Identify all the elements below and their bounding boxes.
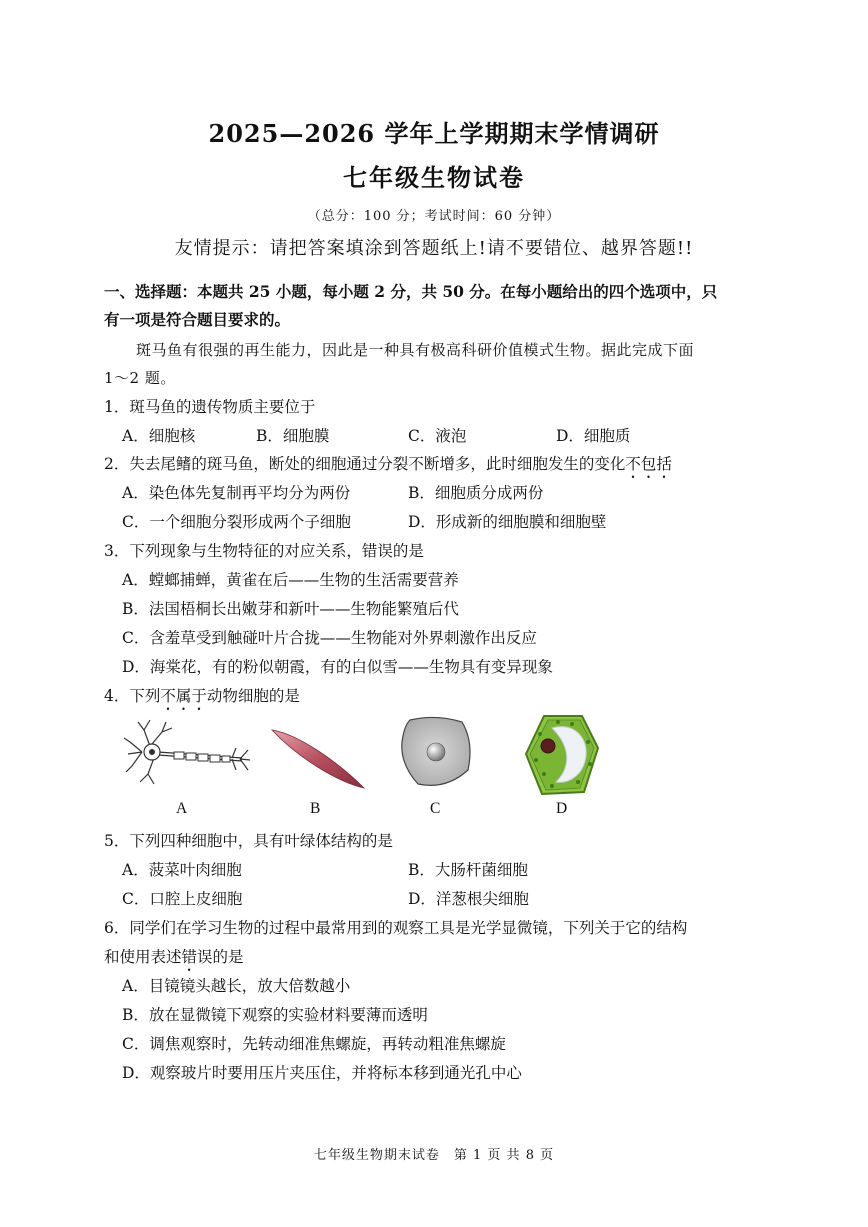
q2-option-d: D．形成新的细胞膜和细胞壁 <box>408 513 607 531</box>
q6-option-b: B．放在显微镜下观察的实验材料要薄而透明 <box>122 1006 428 1024</box>
q6-option-d: D．观察玻片时要用压片夹压住，并将标本移到通光孔中心 <box>122 1064 522 1082</box>
figure-label-b: B <box>310 800 321 817</box>
q1-option-d: D．细胞质 <box>556 427 631 445</box>
q3-option-a: A．螳螂捕蝉，黄雀在后——生物的生活需要营养 <box>122 571 459 589</box>
q5-stem: 5．下列四种细胞中，具有叶绿体结构的是 <box>104 832 393 850</box>
figure-label-d: D <box>556 800 568 817</box>
muscle-cell-figure <box>268 712 368 792</box>
q3-option-d: D．海棠花，有的粉似朝霞，有的白似雪——生物具有变异现象 <box>122 658 553 676</box>
q6-stem-post: 误的是 <box>197 948 244 966</box>
q3-option-c: C．含羞草受到触碰叶片合拢——生物能对外界刺激作出反应 <box>122 629 537 647</box>
exam-subtitle: 七年级生物试卷 <box>343 163 525 192</box>
section-heading-line1: 一、选择题：本题共 25 小题，每小题 2 分，共 50 分。在每小题给出的四个选项中，只 <box>104 282 718 301</box>
section-heading-line2: 有一项是符合题目要求的。 <box>104 310 291 329</box>
q6-stem-line2 <box>104 945 244 975</box>
neuron-cell-figure <box>122 712 252 792</box>
q2-stem-emphasis: 不包括 <box>625 455 672 473</box>
q3-option-b: B．法国梧桐长出嫩芽和新叶——生物能繁殖后代 <box>122 600 459 618</box>
q6-option-a: A．目镜镜头越长，放大倍数越小 <box>122 977 351 995</box>
q2-stem-text: 2．失去尾鳍的斑马鱼，断处的细胞通过分裂不断增多，此时细胞发生的变化 <box>104 455 626 473</box>
q1-stem: 1．斑马鱼的遗传物质主要位于 <box>104 398 316 416</box>
page-footer: 七年级生物期末试卷 第 1 页 共 8 页 <box>313 1148 555 1163</box>
q2-option-a: A．染色体先复制再平均分为两份 <box>122 484 351 502</box>
q4-stem <box>104 684 300 714</box>
q5-option-d: D．洋葱根尖细胞 <box>408 890 529 908</box>
q4-stem-post: 动物细胞的是 <box>206 687 300 705</box>
q3-stem: 3．下列现象与生物特征的对应关系，错误的是 <box>104 542 424 560</box>
q5-option-b: B．大肠杆菌细胞 <box>408 861 528 879</box>
figure-label-c: C <box>430 800 441 817</box>
intro-line2: 1～2 题。 <box>104 369 176 387</box>
q5-option-a: A．菠菜叶肉细胞 <box>122 861 242 879</box>
q4-stem-pre: 4．下列 <box>104 687 161 705</box>
q6-stem-emphasis: 错 <box>181 948 198 966</box>
exam-info: （总分：100 分；考试时间：60 分钟） <box>307 209 561 224</box>
round-cell-figure <box>396 712 476 792</box>
q6-stem-pre: 和使用表述 <box>104 948 182 966</box>
q1-option-b: B．细胞膜 <box>256 427 330 445</box>
plant-cell-figure <box>522 712 602 796</box>
q4-stem-emphasis: 不属于 <box>160 687 207 705</box>
q6-stem-line1: 6．同学们在学习生物的过程中最常用到的观察工具是光学显微镜，下列关于它的结构 <box>104 919 688 937</box>
q2-stem <box>104 452 672 482</box>
figure-label-a: A <box>176 800 188 817</box>
q2-option-c: C．一个细胞分裂形成两个子细胞 <box>122 513 351 531</box>
q5-option-c: C．口腔上皮细胞 <box>122 890 243 908</box>
q1-option-c: C．液泡 <box>408 427 467 445</box>
exam-tip: 友情提示：请把答案填涂到答题纸上!请不要错位、越界答题!! <box>174 238 694 259</box>
q2-option-b: B．细胞质分成两份 <box>408 484 544 502</box>
q1-option-a: A．细胞核 <box>122 427 196 445</box>
exam-title: 2025—2026 学年上学期期末学情调研 <box>208 119 660 148</box>
intro-line1: 斑马鱼有很强的再生能力，因此是一种具有极高科研价值模式生物。据此完成下面 <box>136 341 695 359</box>
q6-option-c: C．调焦观察时，先转动细准焦螺旋，再转动粗准焦螺旋 <box>122 1035 506 1053</box>
